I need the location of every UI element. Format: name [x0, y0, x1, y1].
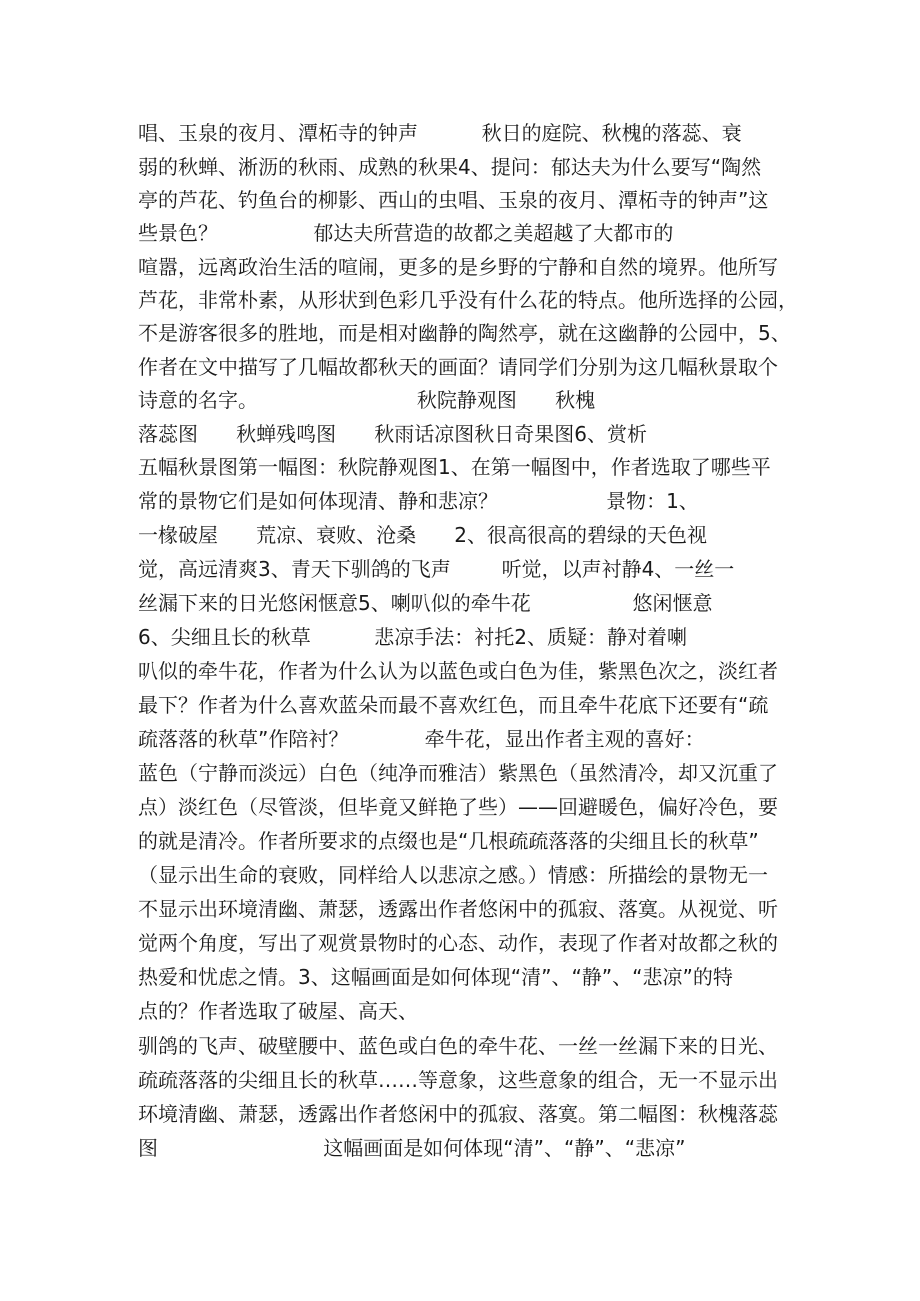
text-line: 6、尖细且长的秋草 悲凉手法：衬托2、质疑：静对着喇: [138, 625, 688, 649]
text-line: 环境清幽、萧瑟，透露出作者悠闲中的孤寂、落寞。第二幅图：秋槐落蕊: [138, 1102, 778, 1126]
text-line: 疏疏落落的尖细且长的秋草……等意象，这些意象的组合，无一不显示出: [138, 1068, 778, 1092]
text-line: 的就是清冷。作者所要求的点缀也是“几根疏疏落落的尖细且长的秋草”: [138, 829, 759, 853]
text-line: 驯鸽的飞声、破壁腰中、蓝色或白色的牵牛花、一丝一丝漏下来的日光、: [138, 1034, 778, 1058]
text-line: 最下？作者为什么喜欢蓝朵而最不喜欢红色，而且牵牛花底下还要有“疏: [138, 693, 769, 717]
text-line: 点）淡红色（尽管淡，但毕竟又鲜艳了些）——回避暖色，偏好冷色，要: [138, 795, 778, 819]
text-line: 弱的秋蝉、淅沥的秋雨、成熟的秋果4、提问：郁达夫为什么要写“陶然: [138, 155, 762, 179]
text-line: 疏落落的秋草”作陪衬？ 牵牛花，显出作者主观的喜好：: [138, 727, 705, 751]
text-line: 热爱和忧虑之情。3、这幅画面是如何体现“清”、“静”、“悲凉”的特: [138, 965, 733, 989]
text-line: 芦花，非常朴素，从形状到色彩几乎没有什么花的特点。他所选择的公园，: [138, 288, 798, 312]
text-line: 落蕊图 秋蝉残鸣图 秋雨话凉图秋日奇果图6、赏析: [138, 422, 648, 446]
text-line: 常的景物它们是如何体现清、静和悲凉？ 景物：1、: [138, 489, 699, 513]
text-line: 诗意的名字。 秋院静观图 秋槐: [138, 388, 596, 412]
text-line: 图 这幅画面是如何体现“清”、“静”、“悲凉”: [138, 1136, 686, 1160]
text-line: 作者在文中描写了几幅故都秋天的画面？请同学们分别为这几幅秋景取个: [138, 355, 778, 379]
text-line: 五幅秋景图第一幅图：秋院静观图1、在第一幅图中，作者选取了哪些平: [138, 455, 771, 479]
text-line: 喧嚣，远离政治生活的喧闹，更多的是乡野的宁静和自然的境界。他所写: [138, 255, 778, 279]
text-line: 不是游客很多的胜地，而是相对幽静的陶然亭，就在这幽静的公园中，5、: [138, 321, 791, 345]
text-line: 些景色？ 郁达夫所营造的故都之美超越了大都市的: [138, 221, 674, 245]
text-line: 丝漏下来的日光悠闲惬意5、喇叭似的牵牛花 悠闲惬意: [138, 591, 713, 615]
text-line: （显示出生命的衰败，同样给人以悲凉之感。）情感：所描绘的景物无一: [138, 863, 768, 887]
text-line: 唱、玉泉的夜月、潭柘寺的钟声 秋日的庭院、秋槐的落蕊、衰: [138, 121, 742, 145]
text-line: 不显示出环境清幽、萧瑟，透露出作者悠闲中的孤寂、落寞。从视觉、听: [138, 897, 778, 921]
text-line: 觉，高远清爽3、青天下驯鸽的飞声 听觉，以声衬静4、一丝一: [138, 557, 735, 581]
text-line: 蓝色（宁静而淡远）白色（纯净而雅洁）紫黑色（虽然清冷，却又沉重了: [138, 761, 778, 785]
text-line: 叭似的牵牛花，作者为什么认为以蓝色或白色为佳，紫黑色次之，淡红者: [138, 659, 778, 683]
text-line: 觉两个角度，写出了观赏景物时的心态、动作，表现了作者对故都之秋的: [138, 931, 778, 955]
text-line: 亭的芦花、钓鱼台的柳影、西山的虫唱、玉泉的夜月、潭柘寺的钟声”这: [138, 188, 769, 212]
text-line: 点的？作者选取了破屋、高天、: [138, 999, 418, 1023]
text-line: 一椽破屋 荒凉、衰败、沧桑 2、很高很高的碧绿的天色视: [138, 523, 708, 547]
